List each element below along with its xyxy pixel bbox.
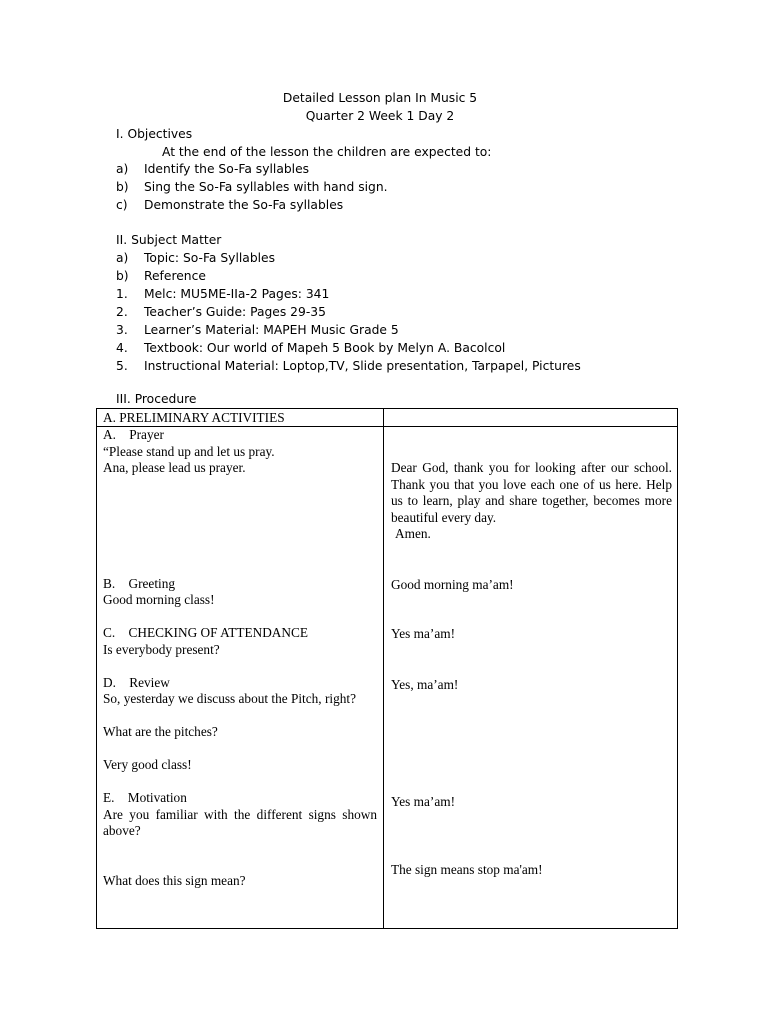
review-student-response: Yes, ma’am! — [391, 676, 459, 692]
table-header: A. PRELIMINARY ACTIVITIES — [103, 410, 285, 425]
student-column — [391, 460, 672, 878]
review-teacher-1: So, yesterday we discuss about the Pitch, right? — [103, 691, 356, 706]
greeting-student-response: Good morning ma’am! — [391, 576, 514, 592]
list-item: b) Sing the So-Fa syllables with hand sign. — [116, 180, 388, 194]
motivation-student-response-2: The sign means stop ma'am! — [391, 861, 543, 877]
objectives-list — [116, 160, 388, 214]
list-item: 3. Learner’s Material: MAPEH Music Grade 5 — [116, 323, 399, 337]
prayer-student-end: Amen. — [395, 526, 431, 541]
procedure-table — [96, 408, 678, 929]
prayer-teacher-line: Ana, please lead us prayer. — [103, 460, 246, 475]
objectives-heading: I. Objectives — [116, 127, 193, 141]
prayer-student-response: Dear God, thank you for looking after our school. Thank you that you love each one of us here. Help us to learn, play and share together, becomes more beautiful every day. — [391, 460, 672, 525]
list-item: a) Identify the So-Fa syllables — [116, 162, 310, 176]
review-title: D. Review — [103, 674, 170, 690]
attendance-teacher: Is everybody present? — [103, 641, 220, 657]
attendance-student-response: Yes ma’am! — [391, 626, 456, 641]
attendance-title: C. CHECKING OF ATTENDANCE — [103, 625, 308, 640]
teacher-column — [103, 427, 377, 889]
review-teacher-3: Very good class! — [103, 757, 192, 772]
subject-matter-heading: II. Subject Matter — [116, 233, 222, 247]
list-item: 4. Textbook: Our world of Mapeh 5 Book by Melyn A. Bacolcol — [116, 341, 506, 355]
procedure-heading: III. Procedure — [116, 392, 197, 406]
list-item: 1. Melc: MU5ME-IIa-2 Pages: 341 — [116, 287, 330, 301]
motivation-teacher-1: Are you familiar with the different signs shown above? — [103, 806, 377, 838]
list-item: a) Topic: So-Fa Syllables — [116, 251, 276, 265]
motivation-student-response-1: Yes ma’am! — [391, 794, 456, 809]
list-item: b) Reference — [116, 269, 206, 283]
objectives-intro: At the end of the lesson the children are expected to: — [162, 145, 492, 159]
motivation-teacher-2: What does this sign mean? — [103, 872, 246, 888]
page-title: Detailed Lesson plan In Music 5 — [282, 91, 478, 105]
list-item: 5. Instructional Material: Loptop,TV, Slide presentation, Tarpapel, Pictures — [116, 359, 581, 373]
prayer-title: A. Prayer — [103, 427, 164, 442]
prayer-teacher-line: “Please stand up and let us pray. — [103, 443, 275, 459]
review-teacher-2: What are the pitches? — [103, 724, 218, 739]
greeting-teacher: Good morning class! — [103, 592, 215, 607]
subject-matter-list — [116, 249, 581, 375]
page-subtitle: Quarter 2 Week 1 Day 2 — [305, 109, 455, 123]
motivation-title: E. Motivation — [103, 790, 187, 805]
list-item: c) Demonstrate the So-Fa syllables — [116, 198, 344, 212]
column-divider — [383, 409, 384, 928]
greeting-title: B. Greeting — [103, 575, 176, 591]
list-item: 2. Teacher’s Guide: Pages 29-35 — [116, 305, 326, 319]
